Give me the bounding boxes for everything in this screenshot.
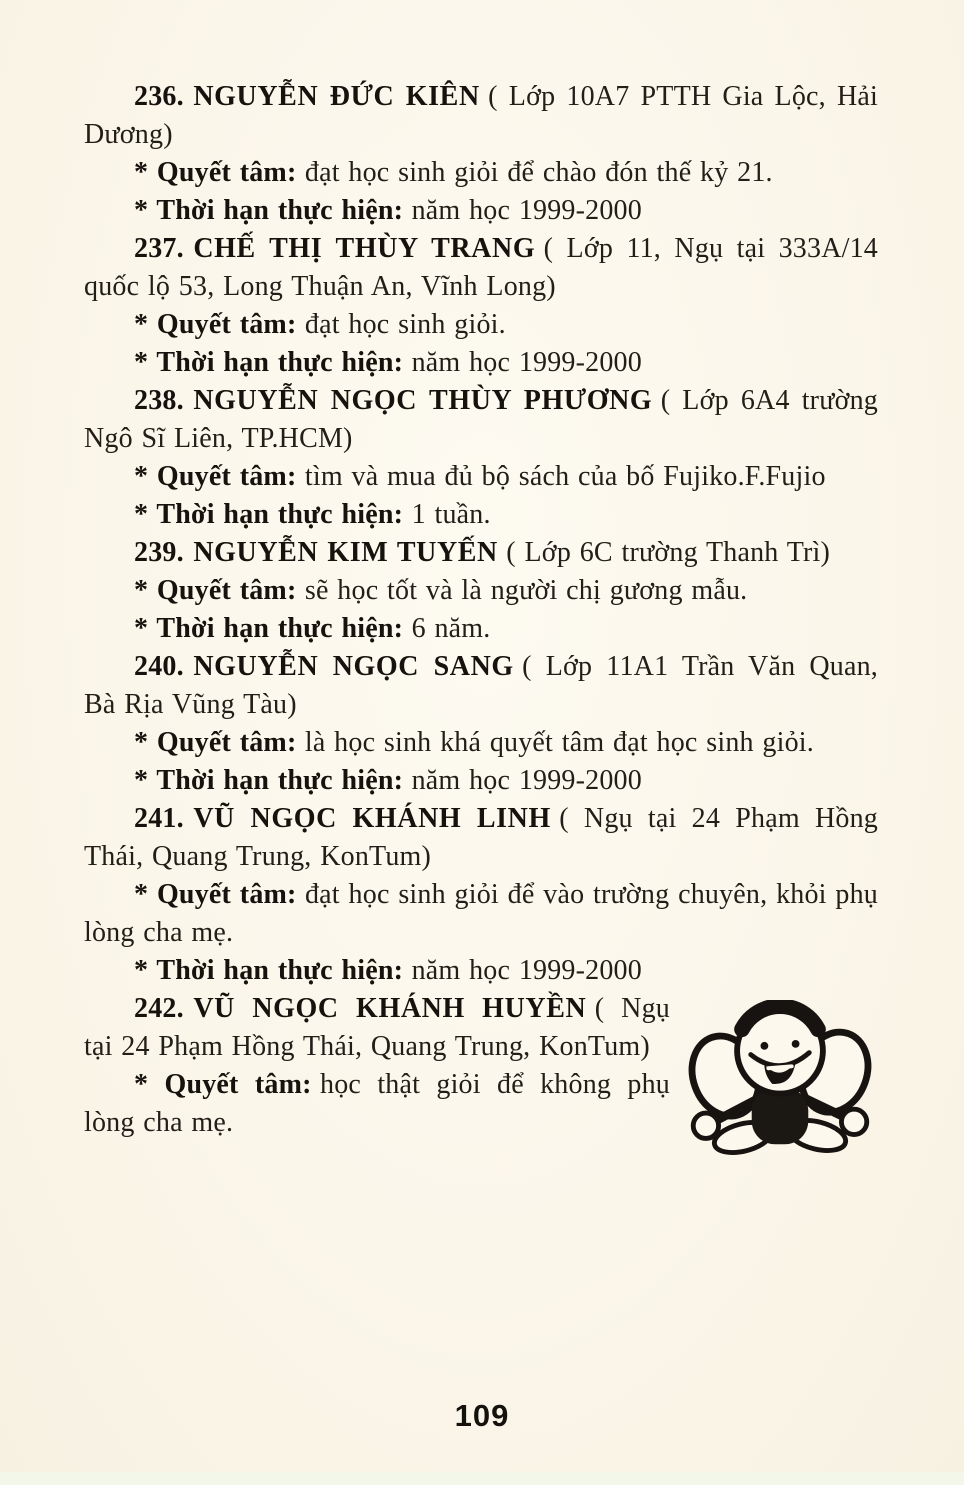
directory-entry-242 [84,990,878,1142]
directory-entry-241 [84,800,878,990]
deadline-label: * Thời hạn thực hiện: [134,613,404,644]
entry-info: ( Lớp 11A1 Trần Văn Quan, Bà Rịa Vũng Tàu) [84,651,878,720]
entry-info: ( Lớp 11, Ngụ tại 333A/14 quốc lộ 53, Long Thuận An, Vĩnh Long) [84,233,878,302]
entry-heading [84,648,878,724]
entry-name: NGUYỄN KIM TUYẾN [193,537,498,568]
entry-name: CHẾ THỊ THÙY TRANG [193,233,536,264]
deadline-label: * Thời hạn thực hiện: [134,955,404,986]
entry-number: 240. [134,651,184,682]
entry-name: NGUYỄN NGỌC THÙY PHƯƠNG [193,385,653,416]
resolution-label: * Quyết tâm: [134,727,297,758]
directory-entry-239 [84,534,878,648]
entry-deadline [84,952,878,990]
entry-heading [84,78,878,154]
entry-resolution [84,876,878,952]
deadline-text: 1 tuần. [411,499,491,530]
entry-number: 237. [134,233,184,264]
page-number: 109 [454,1398,510,1433]
resolution-text: tìm và mua đủ bộ sách của bố Fujiko.F.Fujio [304,461,826,492]
entry-name: VŨ NGỌC KHÁNH LINH [193,803,551,834]
entry-heading [84,382,878,458]
deadline-text: năm học 1999-2000 [411,347,642,378]
resolution-text: học thật giỏi để không phụ lòng cha mẹ. [84,1069,670,1138]
entry-info: ( Lớp 10A7 PTTH Gia Lộc, Hải Dương) [84,81,878,150]
resolution-label: * Quyết tâm: [134,1069,312,1100]
resolution-text: đạt học sinh giỏi. [304,309,506,340]
deadline-label: * Thời hạn thực hiện: [134,195,404,226]
entry-number: 241. [134,803,184,834]
entry-info: ( Ngụ tại 24 Phạm Hồng Thái, Quang Trung, KonTum) [84,803,878,872]
deadline-label: * Thời hạn thực hiện: [134,499,404,530]
entry-name: VŨ NGỌC KHÁNH HUYỀN [193,993,587,1024]
entry-info: ( Lớp 6A4 trường Ngô Sĩ Liên, TP.HCM) [84,385,878,454]
entry-deadline [84,192,878,230]
resolution-label: * Quyết tâm: [134,575,297,606]
entry-heading [84,230,878,306]
deadline-text: năm học 1999-2000 [411,765,642,796]
resolution-label: * Quyết tâm: [134,461,297,492]
resolution-label: * Quyết tâm: [134,157,297,188]
directory-entry-236 [84,78,878,230]
entry-deadline [84,610,878,648]
resolution-text: là học sinh khá quyết tâm đạt học sinh giỏi. [304,727,814,758]
resolution-text: sẽ học tốt và là người chị gương mẫu. [304,575,748,606]
deadline-label: * Thời hạn thực hiện: [134,347,404,378]
entry-resolution [84,154,878,192]
entry-number: 238. [134,385,184,416]
directory-entry-237 [84,230,878,382]
entry-number: 236. [134,81,184,112]
entry-name: NGUYỄN ĐỨC KIÊN [193,81,480,112]
entry-number: 242. [134,993,184,1024]
deadline-text: năm học 1999-2000 [411,195,642,226]
cartoon-mascot-illustration [682,1000,878,1156]
entry-deadline [84,762,878,800]
entry-heading [84,534,878,572]
resolution-text: đạt học sinh giỏi để chào đón thế kỷ 21. [304,157,773,188]
entry-resolution [84,306,878,344]
entry-deadline [84,344,878,382]
directory-entry-238 [84,382,878,534]
entry-deadline [84,496,878,534]
page-bottom-edge [0,1472,964,1485]
resolution-text: đạt học sinh giỏi để vào trường chuyên, khỏi phụ lòng cha mẹ. [84,879,879,948]
entry-number: 239. [134,537,184,568]
entry-name: NGUYỄN NGỌC SANG [193,651,514,682]
deadline-text: năm học 1999-2000 [411,955,642,986]
resolution-label: * Quyết tâm: [134,309,297,340]
deadline-label: * Thời hạn thực hiện: [134,765,404,796]
entry-info: ( Lớp 6C trường Thanh Trì) [506,537,831,568]
entry-resolution [84,572,878,610]
entry-resolution [84,724,878,762]
resolution-label: * Quyết tâm: [134,879,297,910]
deadline-text: 6 năm. [411,613,491,644]
entry-heading [84,800,878,876]
entry-info: ( Ngụ tại 24 Phạm Hồng Thái, Quang Trung, KonTum) [84,993,670,1062]
entry-resolution [84,458,878,496]
directory-entry-240 [84,648,878,800]
